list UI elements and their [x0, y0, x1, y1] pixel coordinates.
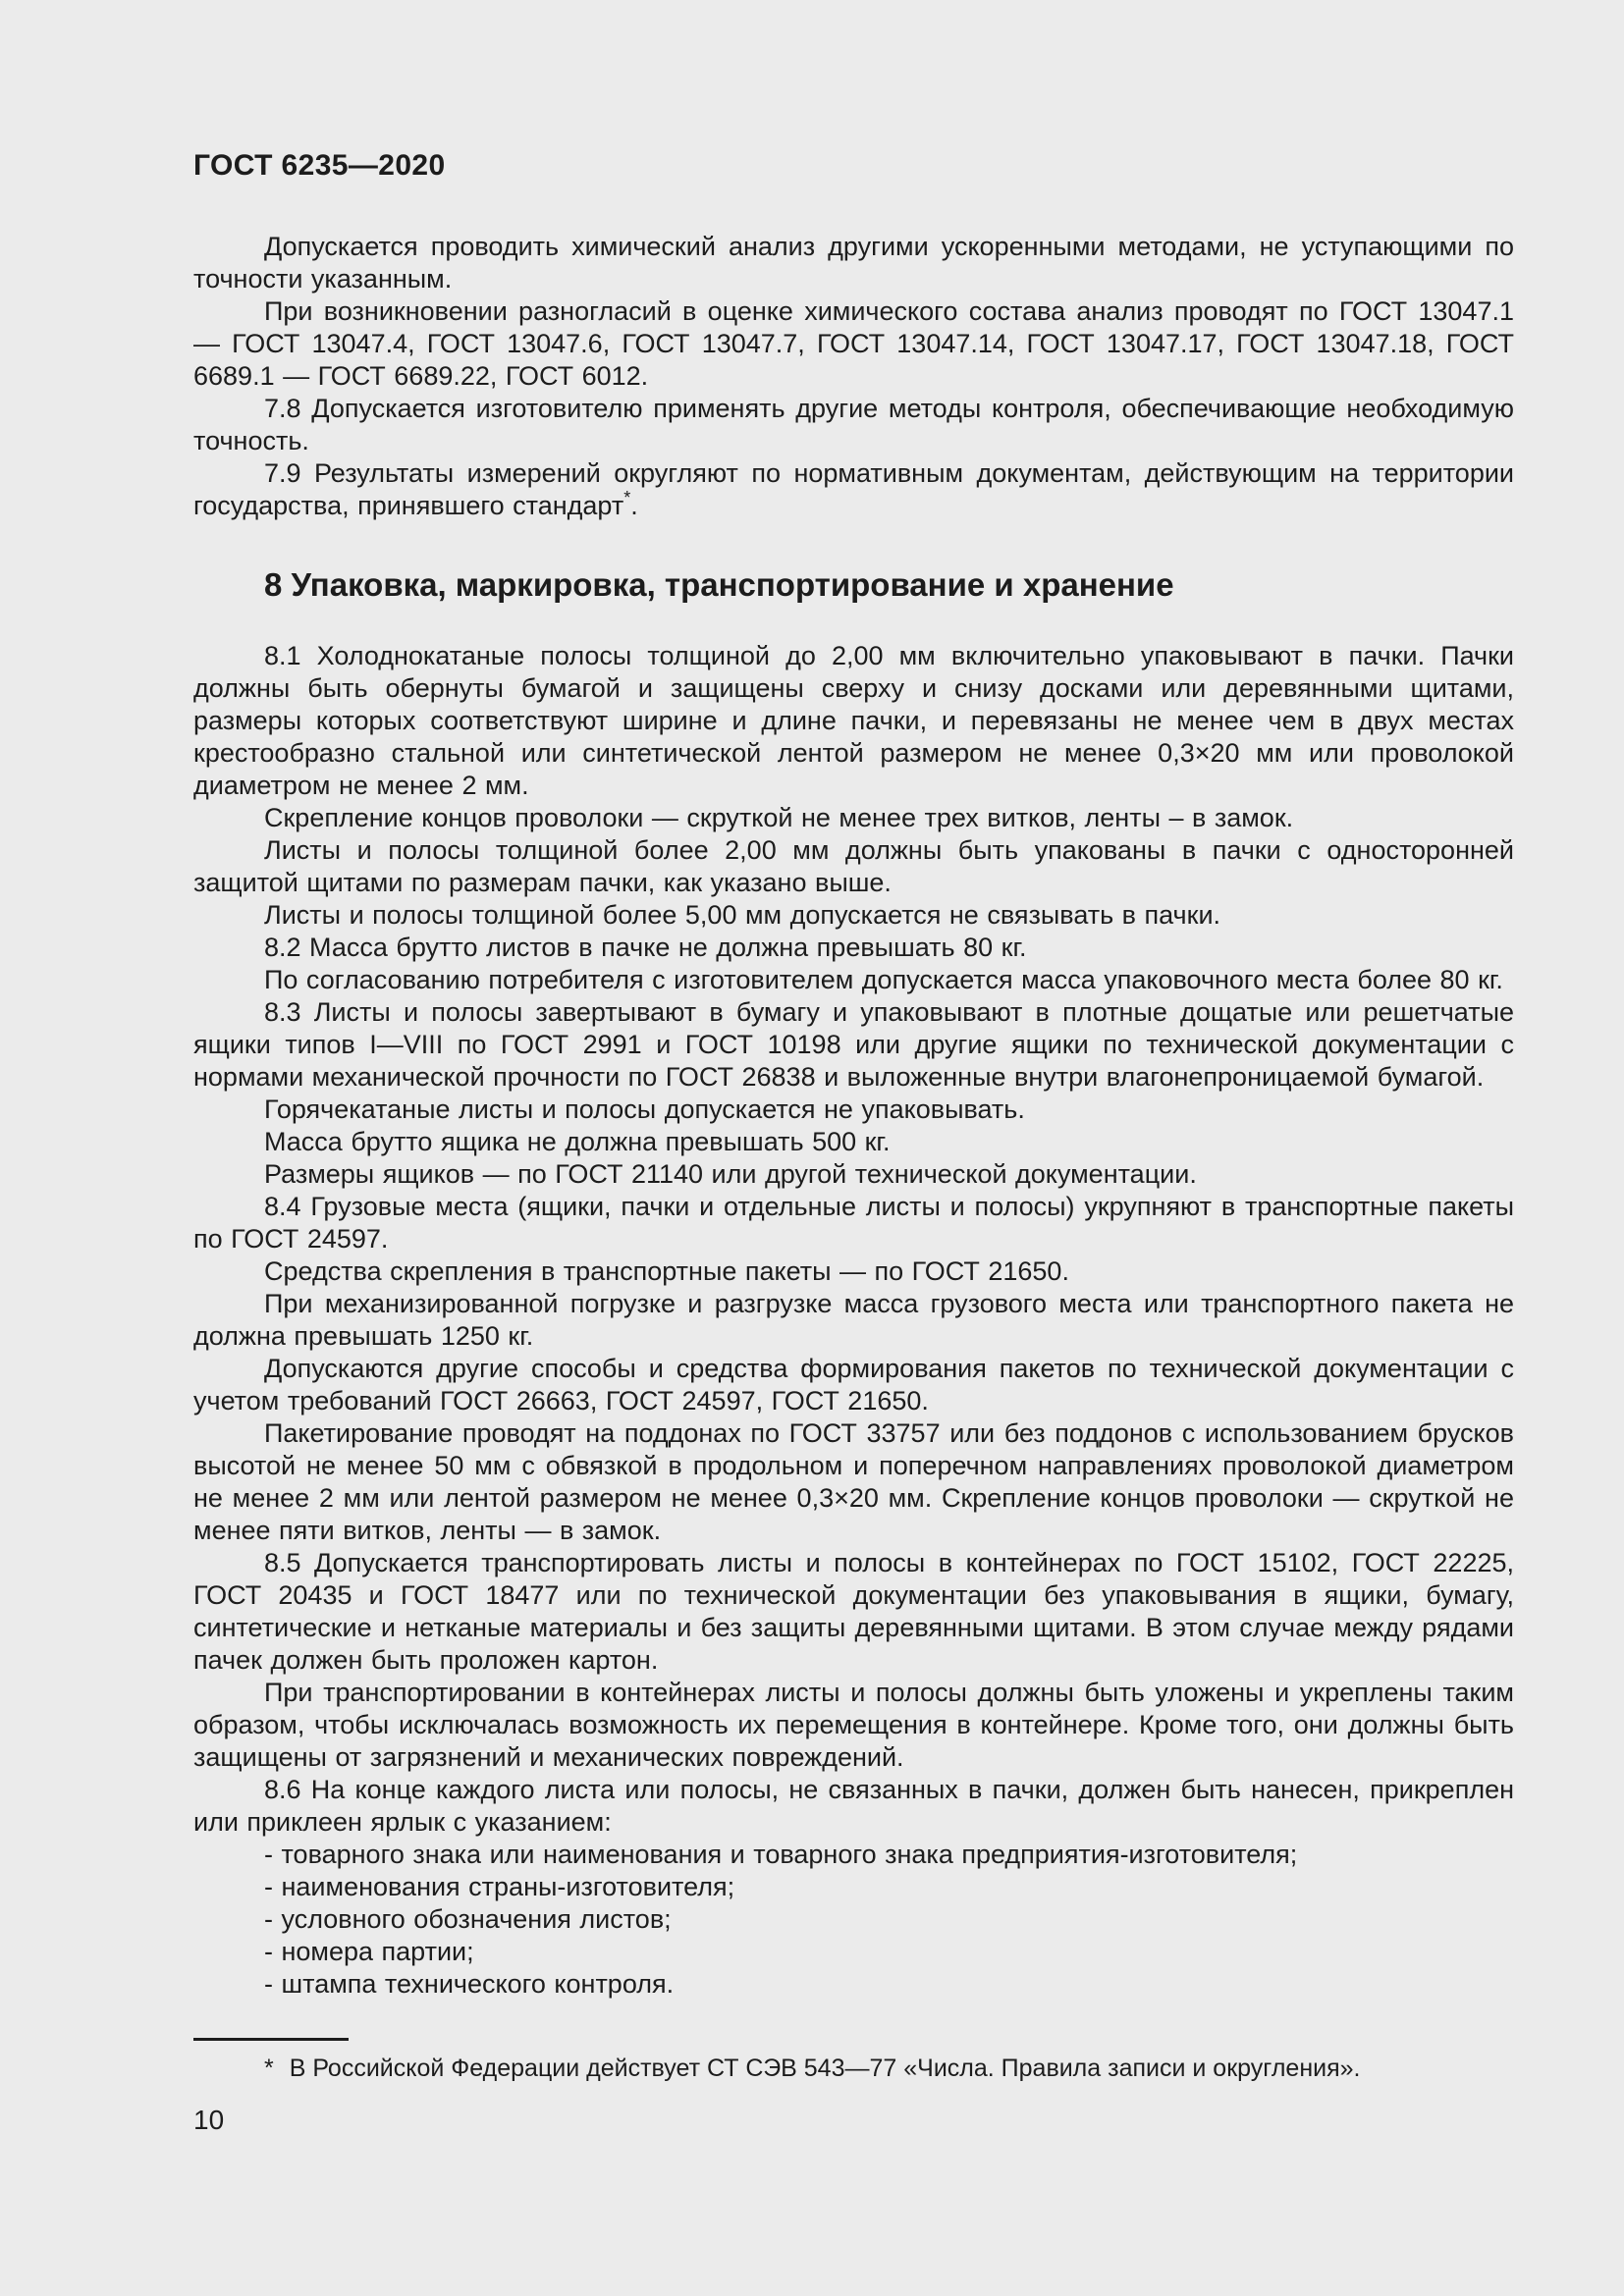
page-content	[193, 149, 1514, 2001]
clause-8-5: 8.5 Допускается транспортировать листы и полосы в контейнерах по ГОСТ 15102, ГОСТ 22225, ГОСТ 20435 и ГОСТ 18477 или по технической документации без упаковывания в ящики, бумагу, синтетические и нетканые материалы и без защиты деревянными щитами. В этом случае между рядами пачек должен быть проложен картон.	[193, 1548, 1514, 1675]
para-fastening-means: Средства скрепления в транспортные пакеты — по ГОСТ 21650.	[264, 1256, 1069, 1286]
page-number: 10	[193, 2105, 225, 2135]
list-item-country: - наименования страны-изготовителя;	[264, 1872, 735, 1901]
para-other-packet-methods: Допускаются другие способы и средства формирования пакетов по технической документации с учетом требований ГОСТ 26663, ГОСТ 24597, ГОСТ 21650.	[193, 1354, 1514, 1415]
para-sheets-over-2mm: Листы и полосы толщиной более 2,00 мм должны быть упакованы в пачки с односторонней защитой щитами по размерам пачки, как указано выше.	[193, 835, 1514, 897]
footnote-separator-rule	[193, 2038, 349, 2041]
clause-8-2: 8.2 Масса брутто листов в пачке не должна превышать 80 кг.	[264, 933, 1027, 962]
section-8-heading: 8 Упаковка, маркировка, транспортирование и хранение	[264, 566, 1174, 603]
para-palletizing: Пакетирование проводят на поддонах по ГОСТ 33757 или без поддонов с использованием брусков высотой не менее 50 мм с обвязкой в продольном и поперечном направлениях проволокой диаметром не менее 2 мм или лентой размером не менее 0,3×20 мм. Скрепление концов проволоки — скруткой не менее пяти витков, ленты — в замок.	[193, 1418, 1514, 1545]
clause-8-1: 8.1 Холоднокатаные полосы толщиной до 2,00 мм включительно упаковывают в пачки. Пачки должны быть обернуты бумагой и защищены сверху и снизу досками или деревянными щитами, размеры которых соответствуют ширине и длине пачки, и перевязаны не менее чем в двух местах крестообразно стальной или синтетической лентой размером не менее 0,3×20 мм или проволокой диаметром не менее 2 мм.	[193, 641, 1514, 800]
clause-8-6: 8.6 На конце каждого листа или полосы, не связанных в пачки, должен быть нанесен, прикреплен или приклеен ярлык с указанием:	[193, 1775, 1514, 1837]
para-mechanized-loading-1250kg: При механизированной погрузке и разгрузке масса грузового места или транспортного пакета не должна превышать 1250 кг.	[193, 1289, 1514, 1351]
list-item-control-stamp: - штампа технического контроля.	[264, 1969, 675, 1999]
footnote	[193, 2054, 1514, 2084]
clause-7-9-text: 7.9 Результаты измерений округляют по нормативным документам, действующим на территории государства, принявшего стандарт	[193, 458, 1514, 520]
para-wire-fastening-three-turns: Скрепление концов проволоки — скруткой не менее трех витков, ленты – в замок.	[264, 803, 1294, 832]
doc-code-header: ГОСТ 6235—2020	[193, 149, 446, 182]
clause-7-9-period: .	[630, 491, 638, 520]
footnote-marker: *	[264, 2055, 274, 2082]
clause-8-3: 8.3 Листы и полосы завертывают в бумагу и упаковывают в плотные дощатые или решетчатые ящики типов I—VIII по ГОСТ 2991 и ГОСТ 10198 или другие ящики по технической документации с нормами механической прочности по ГОСТ 26838 и выложенные внутри влагонепроницаемой бумагой.	[193, 997, 1514, 1092]
footnote-text: В Российской Федерации действует СТ СЭВ 543—77 «Числа. Правила записи и округления».	[289, 2055, 1361, 2082]
list-item-designation: - условного обозначения листов;	[264, 1904, 672, 1934]
para-disagreements: При возникновении разногласий в оценке химического состава анализ проводят по ГОСТ 13047.1 — ГОСТ 13047.4, ГОСТ 13047.6, ГОСТ 13047.7, ГОСТ 13047.14, ГОСТ 13047.17, ГОСТ 13047.18, ГОСТ 6689.1 — ГОСТ 6689.22, ГОСТ 6012.	[193, 296, 1514, 391]
para-box-gross-500kg: Масса брутто ящика не должна превышать 500 кг.	[264, 1127, 891, 1156]
para-box-sizes: Размеры ящиков — по ГОСТ 21140 или другой технической документации.	[264, 1159, 1197, 1189]
list-item-trademark: - товарного знака или наименования и товарного знака предприятия-изготовителя;	[264, 1840, 1298, 1869]
para-sheets-over-5mm: Листы и полосы толщиной более 5,00 мм допускается не связывать в пачки.	[264, 900, 1221, 930]
clause-8-4: 8.4 Грузовые места (ящики, пачки и отдельные листы и полосы) укрупняют в транспортные пакеты по ГОСТ 24597.	[193, 1192, 1514, 1254]
clause-7-9	[193, 457, 1514, 522]
para-container-transport: При транспортировании в контейнерах листы и полосы должны быть уложены и укреплены таким образом, чтобы исключалась возможность их перемещения в контейнере. Кроме того, они должны быть защищены от загрязнений и механических повреждений.	[193, 1678, 1514, 1772]
para-over-80kg-agreement: По согласованию потребителя с изготовителем допускается масса упаковочного места более 80 кг.	[264, 965, 1503, 994]
para-hot-rolled-unpacked: Горячекатаные листы и полосы допускается не упаковывать.	[264, 1095, 1025, 1124]
para-chemical-analysis: Допускается проводить химический анализ другими ускоренными методами, не уступающими по точности указанным.	[193, 232, 1514, 294]
list-item-batch-number: - номера партии;	[264, 1937, 474, 1966]
footnote-ref-asterisk: *	[623, 488, 631, 507]
clause-7-8: 7.8 Допускается изготовителю применять другие методы контроля, обеспечивающие необходимую точность.	[193, 394, 1514, 455]
